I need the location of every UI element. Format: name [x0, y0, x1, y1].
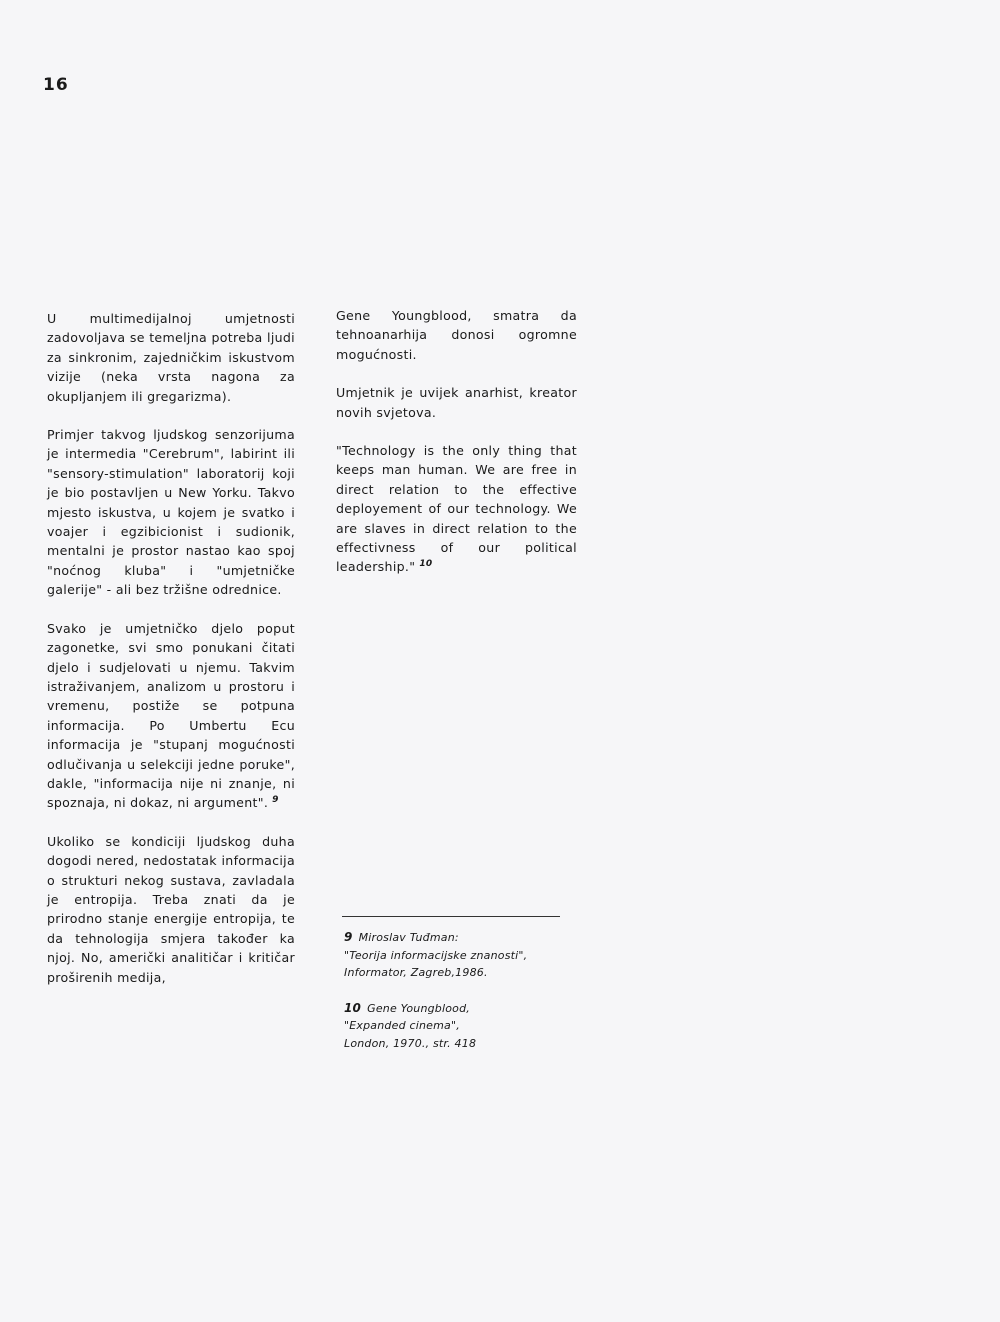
footnote-9: [344, 929, 574, 982]
footnote-number: 9: [344, 930, 353, 944]
footnote-ref: 9: [272, 795, 279, 806]
footnote-divider: [342, 916, 560, 917]
paragraph: Ukoliko se kondiciji ljudskog duha dogodi nered, nedostatak informacija o strukturi nekog sustava, zavladala je entropija. Treba znati da je prirodno stanje energije entropija, te da tehnologija smjera također ka njoj. No, američki analitičar i kritičar proširenih medija,: [47, 833, 295, 985]
footnote-line: "Teorija informacijske znanosti",: [344, 948, 528, 962]
paragraph: Primjer takvog ljudskog senzorijuma je intermedia "Cerebrum", labirint ili "sensory-stimulation" laboratorij koji je bio postavljen u New Yorku. Takvo mjesto iskustva, u kojem je svatko i voajer i egzibicionist i sudionik, mentalni je prostor nastao kao spoj "noćnog kluba" i "umjetničke galerije" - ali bez tržišne odrednice.: [47, 427, 295, 598]
left-column: [47, 309, 295, 1006]
footnote-line: London, 1970., str. 418: [344, 1036, 477, 1050]
footnotes: [344, 929, 574, 1070]
page-number: 16: [43, 75, 69, 95]
paragraph: U multimedijalnoj umjetnosti zadovoljava se temeljna potreba ljudi za sinkronim, zajedničkim iskustvom vizije (neka vrsta nagona za okupljanjem ili gregarizma).: [47, 311, 295, 404]
footnote-number: 10: [344, 1000, 362, 1015]
quote-paragraph: [336, 441, 577, 577]
footnote-10: [344, 1000, 574, 1053]
paragraph: [47, 619, 295, 813]
footnote-line: Informator, Zagreb,1986.: [344, 966, 488, 979]
paragraph-text: Svako je umjetničko djelo poput zagonetke, svi smo ponukani čitati djelo i sudjelovati u njemu. Takvim istraživanjem, analizom u prostoru i vremenu, postiže se potpuna informacija. Po Umbertu Ecu informacija je "stupanj mogućnosti odlučivanja u selekciji jedne poruke", dakle, "informacija nije ni znanje, ni spoznaja, ni dokaz, ni argument".: [47, 620, 295, 811]
footnote-line: "Expanded cinema",: [344, 1019, 460, 1032]
footnote-ref: 10: [419, 559, 433, 570]
paragraph: Umjetnik je uvijek anarhist, kreator novih svjetova.: [336, 385, 577, 420]
right-column: [336, 306, 577, 596]
footnote-line: Gene Youngblood,: [367, 1001, 470, 1015]
paragraph: Gene Youngblood, smatra da tehnoanarhija donosi ogromne mogućnosti.: [336, 308, 577, 362]
quote-text: "Technology is the only thing that keeps man human. We are free in direct relation to the effective deployement of our technology. We are slaves in direct relation to the effectivness of our political leadership.": [336, 443, 577, 575]
footnote-line: Miroslav Tuđman:: [358, 931, 459, 944]
